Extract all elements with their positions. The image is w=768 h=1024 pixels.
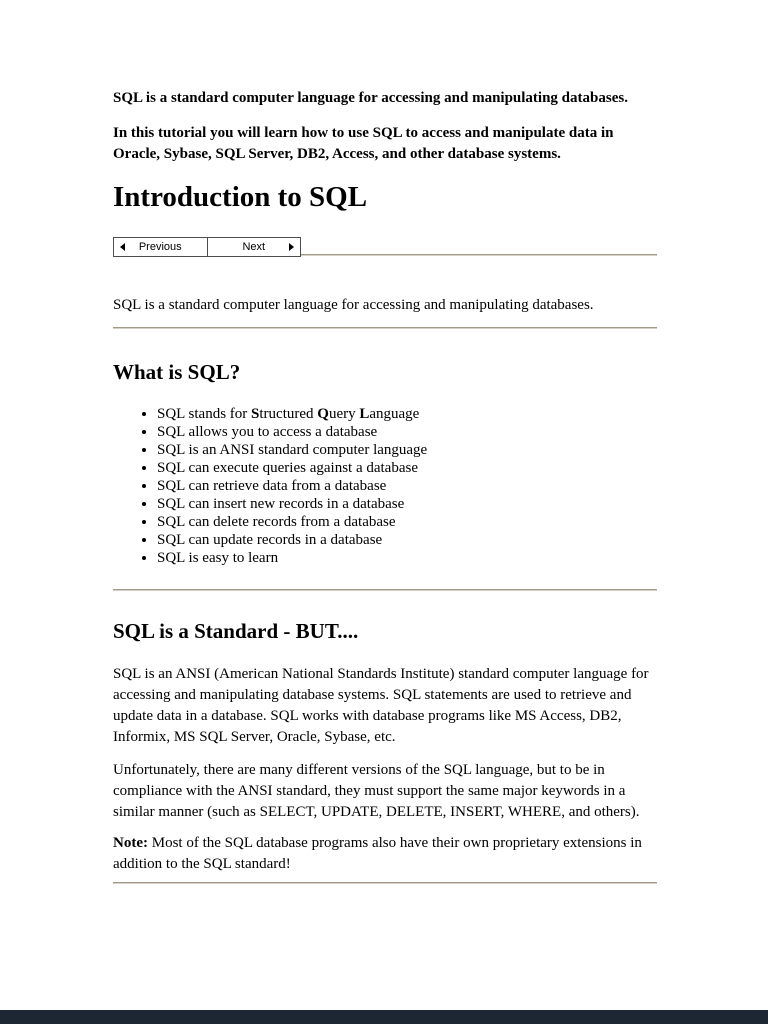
next-button[interactable]	[207, 238, 301, 256]
page-title: Introduction to SQL	[113, 181, 368, 213]
previous-button-label: Previous	[138, 241, 182, 253]
pager	[113, 237, 301, 257]
standard-paragraph-2: Unfortunately, there are many different versions of the SQL language, but to be in compliance with the ANSI standard, they must support the same major keywords in a similar manner (such as SELECT, UPDATE, DELETE, INSERT, WHERE, and others).	[113, 762, 640, 820]
list-item: • SQL can execute queries against a database	[157, 459, 657, 477]
sql-feature-list	[113, 405, 657, 567]
horizontal-rule	[113, 327, 657, 329]
note-paragraph: Note: Most of the SQL database programs also have their own proprietary extensions in addition to the SQL standard!	[113, 835, 642, 872]
section-heading-sql-standard: SQL is a Standard - BUT....	[113, 619, 359, 643]
horizontal-rule	[113, 882, 657, 884]
list-item: • SQL can insert new records in a database	[157, 495, 657, 513]
list-item: • SQL can delete records from a database	[157, 513, 657, 531]
standard-paragraph-1: SQL is an ANSI (American National Standards Institute) standard computer language for accessing and manipulating database systems. SQL statements are used to retrieve and update data in a database. SQL works with database programs like MS Access, DB2, Informix, MS SQL Server, Oracle, Sybase, etc.	[113, 666, 649, 745]
next-arrow-icon	[289, 243, 294, 251]
next-button-label: Next	[242, 241, 266, 253]
viewer-page-gap	[0, 1010, 768, 1024]
pager-row	[113, 237, 657, 257]
list-item: • SQL allows you to access a database	[157, 423, 657, 441]
intro-paragraph-1: SQL is a standard computer language for accessing and manipulating databases.	[113, 90, 628, 106]
horizontal-rule	[113, 589, 657, 591]
list-item: • SQL is an ANSI standard computer language	[157, 441, 657, 459]
list-item: • SQL can update records in a database	[157, 531, 657, 549]
list-item: • SQL can retrieve data from a database	[157, 477, 657, 495]
previous-button[interactable]	[114, 238, 207, 256]
list-item: • SQL stands for Structured Query Language	[157, 405, 657, 423]
intro-paragraph-2: In this tutorial you will learn how to use SQL to access and manipulate data in Oracle, Sybase, SQL Server, DB2, Access, and other database systems.	[113, 125, 614, 162]
lead-paragraph: SQL is a standard computer language for accessing and manipulating databases.	[113, 297, 594, 313]
document-content	[113, 0, 657, 884]
list-item: • SQL is easy to learn	[157, 549, 657, 567]
previous-arrow-icon	[120, 243, 125, 251]
section-heading-what-is-sql: What is SQL?	[113, 360, 241, 384]
